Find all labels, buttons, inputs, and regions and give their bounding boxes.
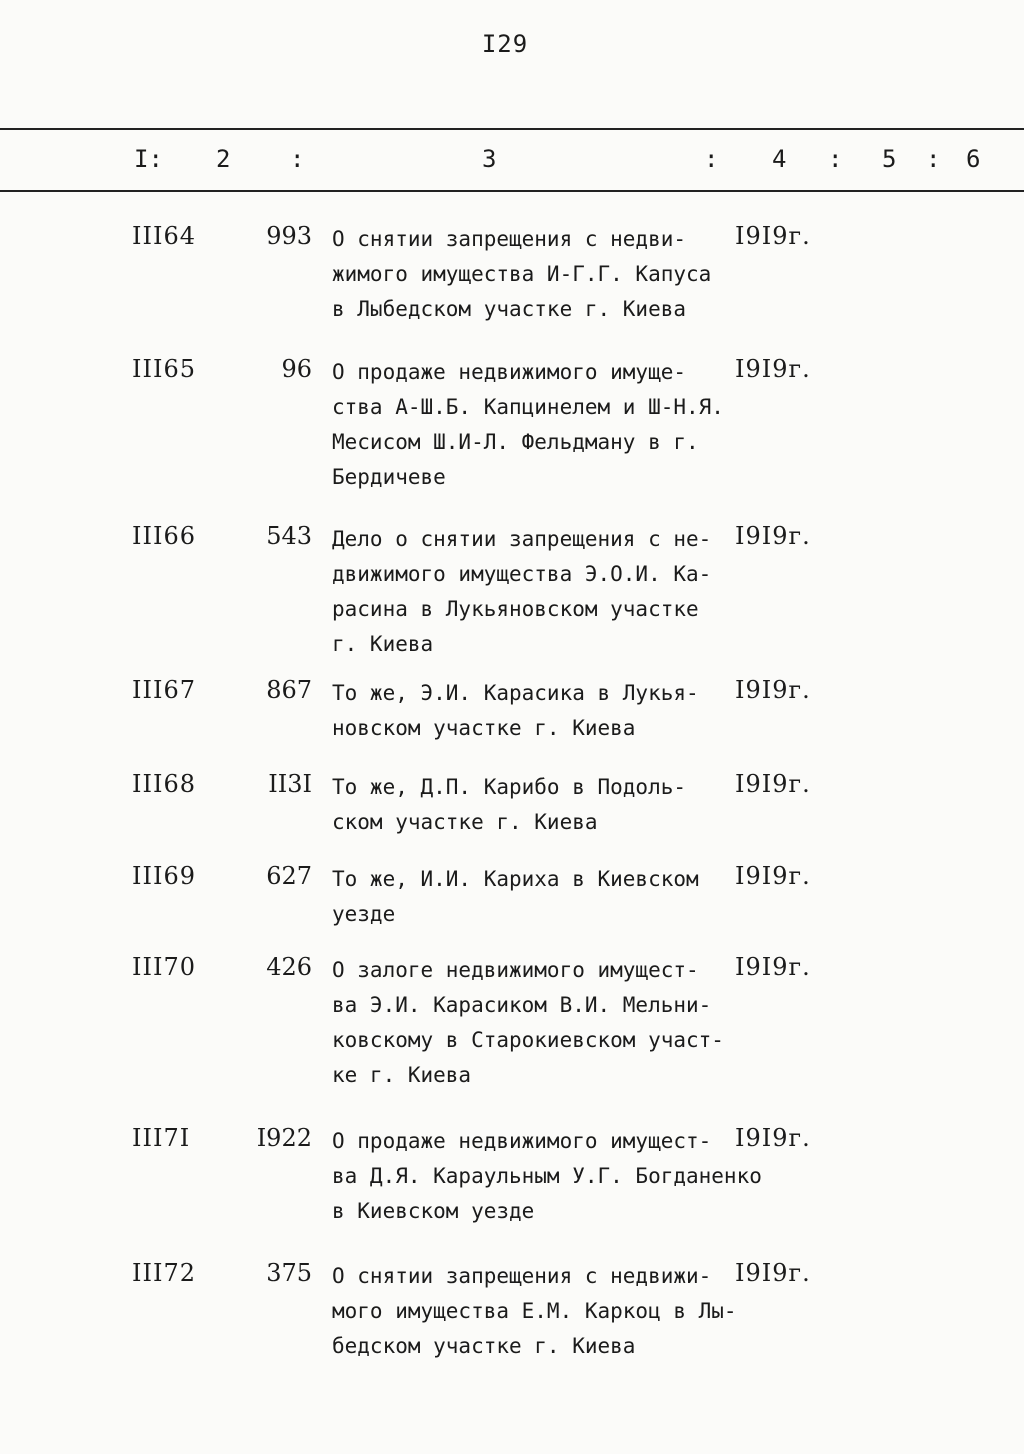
entry-year: I9I9г.	[735, 355, 811, 383]
header-separator: :	[828, 145, 843, 173]
entry-pages: II3I	[268, 770, 312, 798]
entry-title-line: ства А-Ш.Б. Капцинелем и Ш-Н.Я.	[332, 395, 724, 419]
page-number: I29	[481, 30, 529, 58]
entry-title	[332, 222, 772, 327]
entry-id: III72	[132, 1259, 196, 1287]
entry-id: III66	[132, 522, 196, 550]
entry-year: I9I9г.	[735, 1259, 811, 1287]
entry-id: III64	[132, 222, 196, 250]
entry-title-line: расина в Лукьяновском участке	[332, 597, 699, 621]
header-bottom-rule	[0, 190, 1024, 192]
header-separator: :	[704, 145, 719, 173]
entry-id: III7I	[132, 1124, 191, 1152]
entry-title-line: в Лыбедском участке г. Киева	[332, 297, 687, 321]
header-separator: :	[290, 145, 305, 173]
entry-year: I9I9г.	[735, 522, 811, 550]
entry-id: III68	[132, 770, 196, 798]
entry-title-line: г. Киева	[332, 632, 434, 656]
entry-title-line: О снятии запрещения с недви-	[332, 227, 687, 251]
entry-title	[332, 676, 772, 746]
entry-title-line: То же, И.И. Кариха в Киевском	[332, 867, 699, 891]
entry-title	[332, 1124, 772, 1229]
entry-title	[332, 1259, 772, 1364]
header-top-rule	[0, 128, 1024, 130]
entry-year: I9I9г.	[735, 862, 811, 890]
entry-pages: 867	[266, 676, 312, 704]
entry-title-line: О продаже недвижимого имуще-	[332, 360, 687, 384]
entry-title-line: То же, Э.И. Карасика в Лукья-	[332, 681, 699, 705]
entry-title-line: жимого имущества И-Г.Г. Капуса	[332, 262, 712, 286]
entry-title-line: мого имущества Е.М. Каркоц в Лы-	[332, 1299, 737, 1323]
entry-title-line: О продаже недвижимого имущест-	[332, 1129, 712, 1153]
entry-pages: 375	[266, 1259, 312, 1287]
entry-title	[332, 953, 772, 1093]
entry-title-line: ва Д.Я. Караульным У.Г. Богданенко	[332, 1164, 762, 1188]
entry-title-line: бедском участке г. Киева	[332, 1334, 636, 1358]
entry-pages: 627	[266, 862, 312, 890]
entry-title-line: в Киевском уезде	[332, 1199, 535, 1223]
entry-id: III67	[132, 676, 196, 704]
entry-title-line: ском участке г. Киева	[332, 810, 598, 834]
entry-title-line: новском участке г. Киева	[332, 716, 636, 740]
entry-title	[332, 862, 772, 932]
entry-title-line: О снятии запрещения с недвижи-	[332, 1264, 712, 1288]
entry-year: I9I9г.	[735, 222, 811, 250]
header-col-5: 5	[882, 145, 897, 173]
entry-title-line: То же, Д.П. Карибо в Подоль-	[332, 775, 687, 799]
entry-title	[332, 770, 772, 840]
entry-year: I9I9г.	[735, 1124, 811, 1152]
entry-id: III70	[132, 953, 196, 981]
entry-title-line: ковскому в Старокиевском участ-	[332, 1028, 724, 1052]
entry-year: I9I9г.	[735, 676, 811, 704]
entry-title-line: уезде	[332, 902, 396, 926]
entry-title-line: ке г. Киева	[332, 1063, 472, 1087]
entry-title-line: О залоге недвижимого имущест-	[332, 958, 699, 982]
entry-title-line: Дело о снятии запрещения с не-	[332, 527, 712, 551]
entry-pages: I922	[256, 1124, 312, 1152]
header-col-3: 3	[482, 145, 497, 173]
entry-year: I9I9г.	[735, 770, 811, 798]
entry-year: I9I9г.	[735, 953, 811, 981]
entry-id: III65	[132, 355, 196, 383]
entry-title-line: ва Э.И. Карасиком В.И. Мельни-	[332, 993, 712, 1017]
header-col-2: 2	[216, 145, 231, 173]
header-col-4: 4	[772, 145, 787, 173]
entry-title	[332, 355, 772, 495]
entry-title-line: движимого имущества Э.О.И. Ка-	[332, 562, 712, 586]
entry-id: III69	[132, 862, 196, 890]
header-separator: :	[926, 145, 941, 173]
entry-pages: 96	[281, 355, 312, 383]
header-col-6: 6	[966, 145, 981, 173]
entry-title-line: Бердичеве	[332, 465, 446, 489]
entry-title	[332, 522, 772, 662]
entry-pages: 543	[266, 522, 312, 550]
entry-title-line: Месисом Ш.И-Л. Фельдману в г.	[332, 430, 699, 454]
entry-pages: 426	[266, 953, 312, 981]
header-col-1: I:	[134, 145, 163, 173]
entry-pages: 993	[266, 222, 312, 250]
